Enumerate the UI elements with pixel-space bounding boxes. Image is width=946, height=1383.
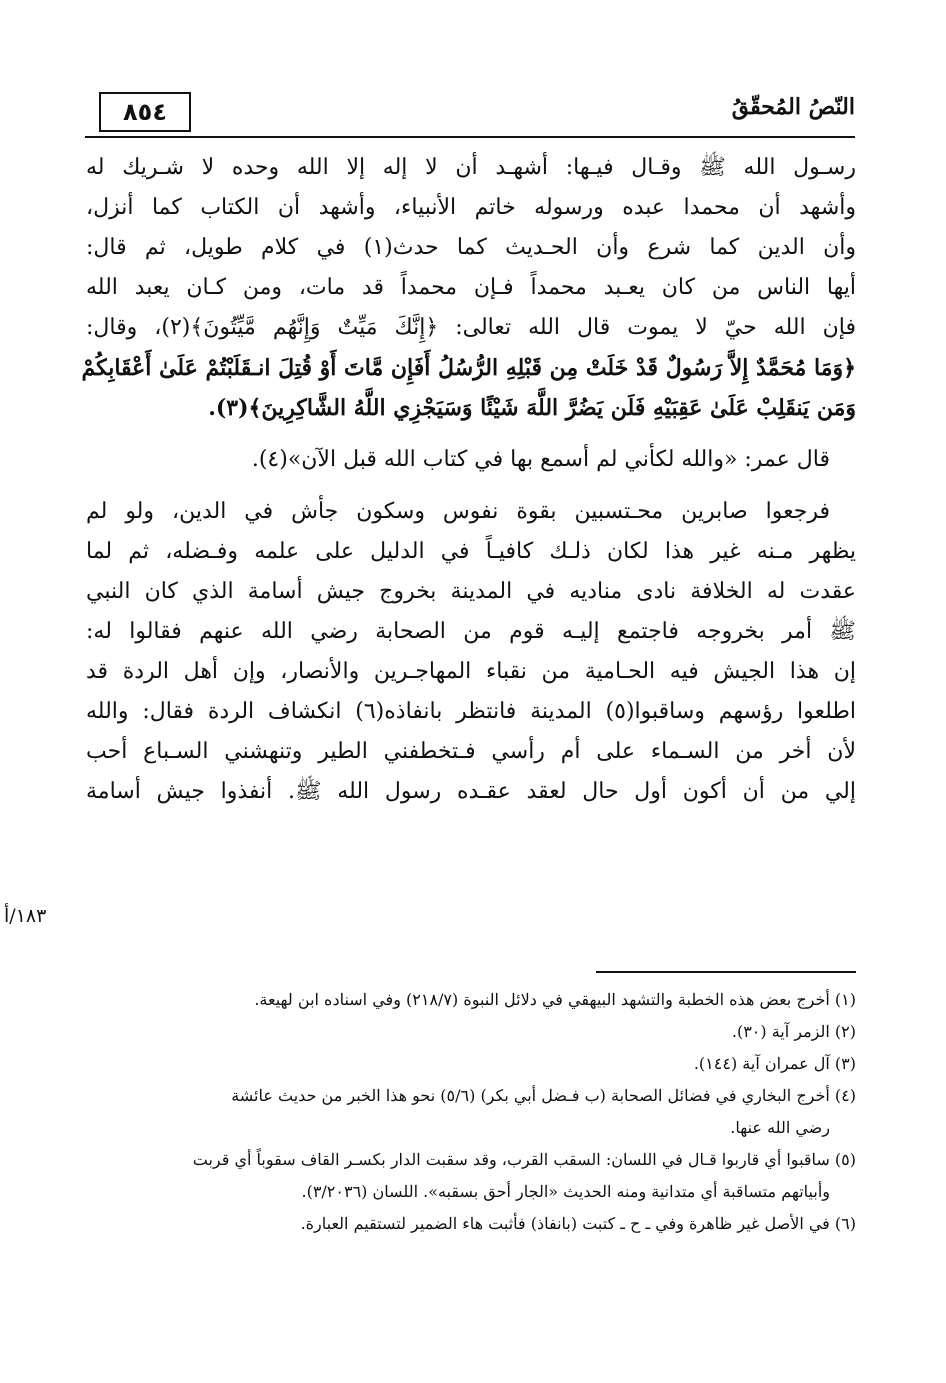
footnote: (٥) ساقبوا أي قاربوا قـال في اللسان: السقب القرب، وقد سقبت الدار بكسـر القاف سقوباً أي قربت <box>192 1150 856 1169</box>
body-line: إلي من أن أكون أول حال لعقد عقـده رسول الله ﷺ. أنفذوا جيش أسامة <box>86 779 856 804</box>
footnote: (٣) آل عمران آية (١٤٤). <box>693 1054 856 1073</box>
footnote: (٤) أخرج البخاري في فضائل الصحابة (ب فـضل أبي بكر) (٥/٦) نحو هذا الخبر من حديث عائشة <box>231 1086 856 1105</box>
page-header <box>85 88 855 140</box>
body-line: وأن الدين كما شرع وأن الحـديث كما حدث(١) في كلام طويل، ثم قال: <box>86 235 857 260</box>
main-text <box>81 148 857 812</box>
body-line: يظهر مـنه غير هذا لكان ذلـك كافيـاً في الدليل على علمه وفـضله، ثم لما <box>86 539 856 564</box>
running-title: النّصُ المُحقّقُ <box>731 94 855 120</box>
body-line: ﷺ أمر بخروجه فاجتمع إليـه قوم من الصحابة رضي الله عنهم فقالوا له: <box>86 619 856 644</box>
footnote: (٦) في الأصل غير ظاهرة وفي ـ ح ـ كتبت (بانفاذ) فأثبت هاء الضمير لتستقيم العبارة. <box>300 1214 856 1233</box>
footnote-divider <box>596 971 856 973</box>
body-line: رسـول الله ﷺ وقـال فيـها: أشهـد أن لا إله إلا الله وحده لا شـريك له <box>86 155 856 180</box>
body-line: اطلعوا رؤسهم وساقبوا(٥) المدينة فانتظر بانفاذه(٦) انكشاف الردة فقال: والله <box>86 699 856 724</box>
footnote: (٢) الزمر آية (٣٠). <box>731 1022 856 1041</box>
body-line: فرجعوا صابرين محـتسبين بقوة نفوس وسكون جأش في الدين، ولو لم <box>86 499 830 524</box>
footnotes <box>80 984 856 1240</box>
quran-verse-line: وَمَن يَنقَلِبْ عَلَىٰ عَقِبَيْهِ فَلَن يَضُرَّ اللَّهَ شَيْئًا وَسَيَجْزِي اللَّهُ الشَّاكِرِينَ﴾(٣). <box>208 395 856 421</box>
header-divider <box>85 136 855 138</box>
body-line: عقدت له الخلافة نادى مناديه في المدينة بخروج جيش أسامة الذي كان النبي <box>86 579 856 604</box>
footnote-continuation: رضي الله عنها. <box>730 1118 830 1137</box>
body-line: لأن أخر من السـماء على أم رأسي فـتخطفني الطير وتنهشني السـباع أحب <box>86 739 856 764</box>
body-line: فإن الله حيّ لا يموت قال الله تعالى: ﴿إِنَّكَ مَيِّتٌ وَإِنَّهُم مَّيِّتُونَ﴾(٢)، وقال: <box>86 315 857 340</box>
quran-verse-line: ﴿وَمَا مُحَمَّدٌ إِلاَّ رَسُولٌ قَدْ خَلَتْ مِن قَبْلِهِ الرُّسُلُ أَفَإِن مَّاتَ أَوْ قُتِلَ انـقَلَبْتُمْ عَلَىٰ أَعْقَابِكُمْ <box>81 355 856 381</box>
margin-folio-note: ١٨٣/أ <box>4 905 47 927</box>
body-line: وأشهد أن محمدا عبده ورسوله خاتم الأنبياء، وأشهد أن الكتاب كما أنزل، <box>86 195 856 220</box>
body-line: إن هذا الجيش فيه الحـامية من نقباء المهاجـرين والأنصار، وإن أهل الردة قد <box>86 659 856 684</box>
footnote-continuation: وأبياتهم متساقبة أي متدانية ومنه الحديث «الجار أحق بسقبه». اللسان (٣/٢٠٣٦). <box>301 1182 830 1201</box>
page-number: ٨٥٤ <box>99 92 191 132</box>
body-line: أيها الناس من كان يعـبد محمداً فـإن محمداً قد مات، ومن كـان يعبد الله <box>86 275 856 300</box>
footnote: (١) أخرج بعض هذه الخطبة والتشهد البيهقي في دلائل النبوة (٢١٨/٧) وفي اسناده ابن لهيعة. <box>254 990 856 1009</box>
umar-quote-line: قال عمر: «والله لكأني لم أسمع بها في كتاب الله قبل الآن»(٤). <box>251 447 830 472</box>
